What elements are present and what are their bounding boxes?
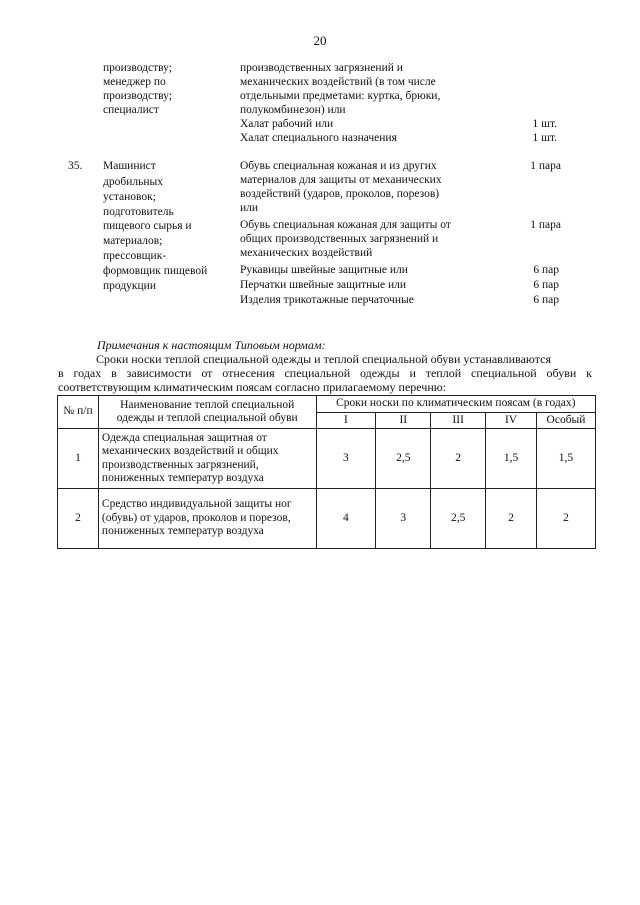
job-title-line: установок; — [103, 191, 156, 203]
page-number: 20 — [313, 33, 327, 48]
equipment-line: Рукавицы швейные защитные или — [240, 264, 408, 276]
equipment-line: Обувь специальная кожаная и из других — [240, 160, 437, 172]
job-title-line: производству; — [103, 90, 172, 102]
row-value: 3 — [316, 429, 376, 489]
row-value: 2 — [486, 489, 537, 549]
header-zone: Особый — [536, 412, 595, 429]
job-title-line: специалист — [103, 104, 159, 116]
quantity: 6 пар — [533, 279, 559, 291]
quantity: 1 шт. — [532, 118, 557, 130]
equipment-line: Перчатки швейные защитные или — [240, 279, 407, 291]
job-title-line: продукции — [103, 280, 156, 292]
row-value: 2 — [536, 489, 595, 549]
row-value: 2,5 — [431, 489, 486, 549]
job-title-line: производству; — [103, 62, 172, 74]
equipment-line: производственных загрязнений и — [240, 62, 403, 74]
quantity: 6 пар — [533, 264, 559, 276]
row-number: 1 — [58, 429, 99, 489]
equipment-line: механических воздействий — [240, 247, 373, 259]
quantity: 6 пар — [533, 294, 559, 306]
row-value: 4 — [316, 489, 376, 549]
equipment-line: полукомбинезон) или — [240, 104, 346, 116]
header-name: Наименование теплой специальной одежды и теплой специальной обуви — [98, 396, 316, 429]
equipment-line: воздействий (ударов, проколов, порезов) — [240, 188, 440, 200]
equipment-line: материалов для защиты от механических — [240, 174, 442, 186]
row-value: 3 — [376, 489, 431, 549]
equipment-line: Изделия трикотажные перчаточные — [240, 294, 414, 306]
row-name: Одежда специальная защитная от механических воздействий и общих производственных загрязнений, пониженных температур воздуха — [98, 429, 316, 489]
notes-paragraph-line: соответствующим климатическим поясам согласно прилагаемому перечню: — [58, 380, 447, 394]
notes-title: Примечания к настоящим Типовым нормам: — [97, 338, 326, 352]
quantity: 1 пара — [530, 219, 561, 231]
table-row — [58, 429, 596, 489]
job-title-line: формовщик пищевой — [103, 265, 208, 277]
equipment-line: механических воздействий (в том числе — [240, 76, 436, 88]
equipment-line: Халат специального назначения — [240, 132, 397, 144]
row-value: 2 — [431, 429, 486, 489]
equipment-line: Обувь специальная кожаная для защиты от — [240, 219, 451, 231]
item-number: 35. — [68, 160, 83, 172]
quantity: 1 пара — [530, 160, 561, 172]
row-value: 1,5 — [486, 429, 537, 489]
job-title-line: прессовщик- — [103, 250, 167, 262]
job-title-line: подготовитель — [103, 206, 174, 218]
equipment-line: или — [240, 202, 259, 214]
header-number: № п/п — [58, 396, 99, 429]
equipment-line: общих производственных загрязнений и — [240, 233, 439, 245]
row-value: 2,5 — [376, 429, 431, 489]
header-zone: IV — [486, 412, 537, 429]
job-title-line: Машинист — [103, 160, 156, 172]
row-name: Средство индивидуальной защиты ног (обувь) от ударов, проколов и порезов, пониженных температур воздуха — [98, 489, 316, 549]
quantity: 1 шт. — [532, 132, 557, 144]
job-title-line: материалов; — [103, 235, 163, 247]
job-title-line: дробильных — [103, 176, 163, 188]
equipment-line: Халат рабочий или — [240, 118, 334, 130]
job-title-line: менеджер по — [103, 76, 166, 88]
row-value: 1,5 — [536, 429, 595, 489]
job-title-line: пищевого сырья и — [103, 220, 192, 232]
header-zone: III — [431, 412, 486, 429]
equipment-line: отдельными предметами: куртка, брюки, — [240, 90, 441, 102]
notes-paragraph-line: Сроки носки теплой специальной одежды и теплой специальной обуви устанавливаются — [96, 352, 551, 366]
notes-paragraph-line: в годах в зависимости от отнесения специальной одежды и теплой специальной обуви к — [58, 366, 592, 380]
wear-terms-table — [57, 395, 596, 549]
header-zone: II — [376, 412, 431, 429]
header-zone: I — [316, 412, 376, 429]
table-row — [58, 489, 596, 549]
row-number: 2 — [58, 489, 99, 549]
header-terms: Сроки носки по климатическим поясам (в годах) — [316, 396, 595, 413]
